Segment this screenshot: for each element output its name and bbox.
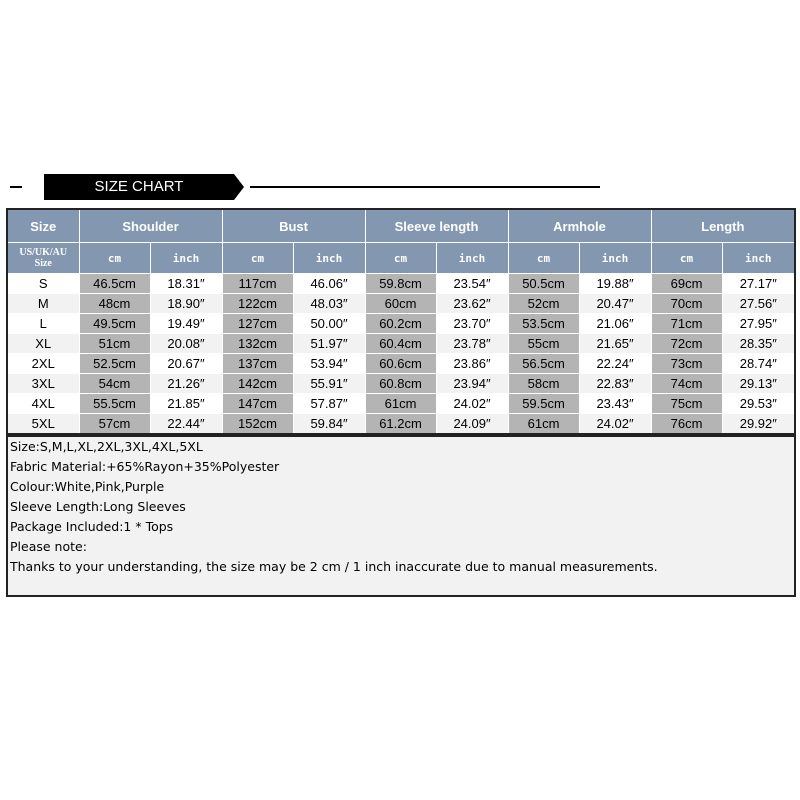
- unit-cm: cm: [508, 243, 579, 274]
- cell-bust-inch: 59.84″: [293, 414, 365, 435]
- unit-inch: inch: [150, 243, 222, 274]
- cell-size: M: [7, 294, 79, 314]
- size-region-label: US/UK/AU: [19, 247, 68, 258]
- banner-right-rule: [250, 186, 600, 188]
- size-region-sublabel: Size: [34, 258, 52, 269]
- table-row: [7, 334, 795, 354]
- cell-shoulder-inch: 20.67″: [150, 354, 222, 374]
- header-size: Size: [7, 209, 79, 243]
- cell-size: 2XL: [7, 354, 79, 374]
- cell-shoulder-cm: 52.5cm: [79, 354, 150, 374]
- banner-tag: [34, 174, 244, 200]
- cell-length-inch: 28.74″: [722, 354, 795, 374]
- cell-size: 4XL: [7, 394, 79, 414]
- cell-shoulder-inch: 18.31″: [150, 274, 222, 294]
- cell-bust-cm: 122cm: [222, 294, 293, 314]
- cell-length-cm: 72cm: [651, 334, 722, 354]
- cell-length-cm: 75cm: [651, 394, 722, 414]
- cell-shoulder-inch: 21.26″: [150, 374, 222, 394]
- header-armhole: Armhole: [508, 209, 651, 243]
- cell-armhole-cm: 59.5cm: [508, 394, 579, 414]
- size-chart-banner: [0, 172, 800, 204]
- info-line: Colour:White,Pink,Purple: [10, 479, 165, 494]
- cell-length-inch: 27.56″: [722, 294, 795, 314]
- cell-bust-inch: 53.94″: [293, 354, 365, 374]
- table-row: [7, 414, 795, 435]
- product-info-box: [6, 435, 796, 597]
- table-row: [7, 294, 795, 314]
- cell-sleeve-inch: 23.62″: [436, 294, 508, 314]
- cell-shoulder-cm: 49.5cm: [79, 314, 150, 334]
- cell-armhole-cm: 55cm: [508, 334, 579, 354]
- cell-shoulder-inch: 19.49″: [150, 314, 222, 334]
- table-row: [7, 394, 795, 414]
- cell-length-cm: 73cm: [651, 354, 722, 374]
- unit-cm: cm: [651, 243, 722, 274]
- cell-armhole-inch: 24.02″: [579, 414, 651, 435]
- cell-bust-cm: 117cm: [222, 274, 293, 294]
- cell-shoulder-cm: 54cm: [79, 374, 150, 394]
- cell-shoulder-cm: 51cm: [79, 334, 150, 354]
- cell-bust-cm: 127cm: [222, 314, 293, 334]
- table-row: [7, 354, 795, 374]
- size-table: [6, 208, 796, 435]
- info-line: Fabric Material:+65%Rayon+35%Polyester: [10, 459, 280, 474]
- unit-cm: cm: [365, 243, 436, 274]
- cell-sleeve-inch: 23.78″: [436, 334, 508, 354]
- cell-armhole-cm: 58cm: [508, 374, 579, 394]
- cell-length-inch: 27.17″: [722, 274, 795, 294]
- cell-bust-cm: 152cm: [222, 414, 293, 435]
- table-row: [7, 314, 795, 334]
- cell-sleeve-cm: 61.2cm: [365, 414, 436, 435]
- header-bust: Bust: [222, 209, 365, 243]
- cell-shoulder-inch: 20.08″: [150, 334, 222, 354]
- cell-sleeve-inch: 23.54″: [436, 274, 508, 294]
- cell-shoulder-inch: 22.44″: [150, 414, 222, 435]
- cell-bust-cm: 137cm: [222, 354, 293, 374]
- header-size-region: [7, 243, 79, 274]
- cell-sleeve-cm: 60.2cm: [365, 314, 436, 334]
- cell-sleeve-inch: 23.86″: [436, 354, 508, 374]
- cell-sleeve-inch: 23.70″: [436, 314, 508, 334]
- cell-length-cm: 71cm: [651, 314, 722, 334]
- cell-length-inch: 29.13″: [722, 374, 795, 394]
- table-unit-header-row: [7, 243, 795, 274]
- banner-title: SIZE CHART: [44, 174, 234, 200]
- cell-shoulder-cm: 57cm: [79, 414, 150, 435]
- header-length: Length: [651, 209, 795, 243]
- cell-length-cm: 74cm: [651, 374, 722, 394]
- cell-armhole-cm: 52cm: [508, 294, 579, 314]
- cell-armhole-cm: 61cm: [508, 414, 579, 435]
- table-row: [7, 274, 795, 294]
- cell-armhole-cm: 56.5cm: [508, 354, 579, 374]
- info-line: Please note:: [10, 539, 87, 554]
- cell-sleeve-cm: 60.8cm: [365, 374, 436, 394]
- cell-size: 3XL: [7, 374, 79, 394]
- cell-bust-cm: 132cm: [222, 334, 293, 354]
- cell-sleeve-cm: 61cm: [365, 394, 436, 414]
- cell-shoulder-cm: 55.5cm: [79, 394, 150, 414]
- cell-size: XL: [7, 334, 79, 354]
- cell-bust-inch: 51.97″: [293, 334, 365, 354]
- unit-inch: inch: [293, 243, 365, 274]
- cell-sleeve-cm: 60cm: [365, 294, 436, 314]
- cell-armhole-inch: 22.83″: [579, 374, 651, 394]
- table-row: [7, 374, 795, 394]
- cell-size: S: [7, 274, 79, 294]
- cell-bust-cm: 147cm: [222, 394, 293, 414]
- info-line: Sleeve Length:Long Sleeves: [10, 499, 186, 514]
- cell-size: 5XL: [7, 414, 79, 435]
- cell-sleeve-cm: 60.4cm: [365, 334, 436, 354]
- cell-bust-inch: 48.03″: [293, 294, 365, 314]
- info-line: Thanks to your understanding, the size may be 2 cm / 1 inch inaccurate due to manual measurements.: [10, 559, 658, 574]
- cell-armhole-inch: 22.24″: [579, 354, 651, 374]
- table-group-header-row: [7, 209, 795, 243]
- cell-sleeve-inch: 23.94″: [436, 374, 508, 394]
- cell-length-inch: 27.95″: [722, 314, 795, 334]
- header-shoulder: Shoulder: [79, 209, 222, 243]
- unit-inch: inch: [579, 243, 651, 274]
- cell-sleeve-cm: 59.8cm: [365, 274, 436, 294]
- cell-length-cm: 70cm: [651, 294, 722, 314]
- cell-bust-cm: 142cm: [222, 374, 293, 394]
- cell-sleeve-cm: 60.6cm: [365, 354, 436, 374]
- cell-armhole-inch: 21.06″: [579, 314, 651, 334]
- cell-bust-inch: 57.87″: [293, 394, 365, 414]
- cell-length-inch: 29.92″: [722, 414, 795, 435]
- cell-shoulder-inch: 18.90″: [150, 294, 222, 314]
- cell-shoulder-inch: 21.85″: [150, 394, 222, 414]
- unit-cm: cm: [79, 243, 150, 274]
- cell-shoulder-cm: 48cm: [79, 294, 150, 314]
- cell-length-cm: 76cm: [651, 414, 722, 435]
- cell-length-inch: 28.35″: [722, 334, 795, 354]
- info-line: Package Included:1 * Tops: [10, 519, 174, 534]
- cell-armhole-cm: 53.5cm: [508, 314, 579, 334]
- cell-armhole-inch: 20.47″: [579, 294, 651, 314]
- cell-armhole-inch: 19.88″: [579, 274, 651, 294]
- unit-inch: inch: [436, 243, 508, 274]
- cell-bust-inch: 55.91″: [293, 374, 365, 394]
- header-sleeve-length: Sleeve length: [365, 209, 508, 243]
- banner-left-rule: [10, 186, 22, 188]
- cell-sleeve-inch: 24.09″: [436, 414, 508, 435]
- unit-cm: cm: [222, 243, 293, 274]
- cell-bust-inch: 50.00″: [293, 314, 365, 334]
- cell-armhole-inch: 21.65″: [579, 334, 651, 354]
- cell-sleeve-inch: 24.02″: [436, 394, 508, 414]
- cell-armhole-inch: 23.43″: [579, 394, 651, 414]
- info-line: Size:S,M,L,XL,2XL,3XL,4XL,5XL: [10, 439, 203, 454]
- cell-shoulder-cm: 46.5cm: [79, 274, 150, 294]
- cell-length-inch: 29.53″: [722, 394, 795, 414]
- cell-size: L: [7, 314, 79, 334]
- unit-inch: inch: [722, 243, 795, 274]
- cell-length-cm: 69cm: [651, 274, 722, 294]
- cell-armhole-cm: 50.5cm: [508, 274, 579, 294]
- cell-bust-inch: 46.06″: [293, 274, 365, 294]
